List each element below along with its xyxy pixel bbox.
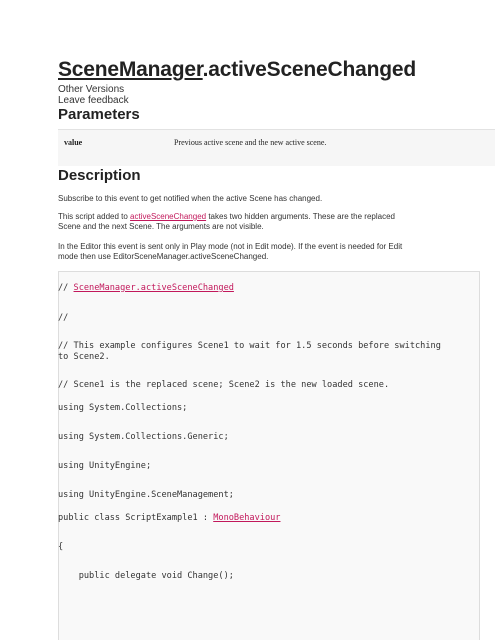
active-scene-changed-link[interactable]: activeSceneChanged <box>130 212 207 221</box>
code-line-7: using UnityEngine; <box>58 461 152 471</box>
code-line-9 <box>58 513 280 524</box>
code-line-10: { <box>58 542 64 552</box>
code-example <box>58 271 480 640</box>
parameters-heading: Parameters <box>58 106 140 123</box>
code-line-11: public delegate void Change(); <box>58 571 234 581</box>
code-line-8: using UnityEngine.SceneManagement; <box>58 490 234 500</box>
member-name: .activeSceneChanged <box>202 58 416 81</box>
code-line-5: using System.Collections; <box>58 403 188 413</box>
param-name: value <box>64 138 83 147</box>
p2-text-line2: Scene and the next Scene. The arguments are not visible. <box>58 222 264 231</box>
description-paragraph-2 <box>58 212 438 232</box>
p2-text-end: takes two hidden arguments. These are the replaced <box>206 212 395 221</box>
page-title <box>58 58 416 82</box>
code-line-3: // This example configures Scene1 to wait for 1.5 seconds before switching <box>58 341 441 351</box>
description-paragraph-1: Subscribe to this event to get notified when the active Scene has changed. <box>58 194 323 203</box>
leave-feedback-link[interactable]: Leave feedback <box>58 95 129 106</box>
parameters-table <box>58 129 495 166</box>
code-monobehaviour-link[interactable]: MonoBehaviour <box>213 513 281 523</box>
description-heading: Description <box>58 167 141 184</box>
p3-line-2: mode then use EditorSceneManager.activeSceneChanged. <box>58 252 269 261</box>
description-paragraph-3 <box>58 242 478 262</box>
p3-line-1: In the Editor this event is sent only in Play mode (not in Edit mode). If the event is needed for Edit <box>58 242 403 251</box>
other-versions-link[interactable]: Other Versions <box>58 84 125 95</box>
p2-text-start: This script added to <box>58 212 131 221</box>
code-line-4: // Scene1 is the replaced scene; Scene2 is the new loaded scene. <box>58 380 390 390</box>
code-line-6: using System.Collections.Generic; <box>58 432 229 442</box>
param-description: Previous active scene and the new active scene. <box>174 138 327 147</box>
code-scene-manager-link[interactable]: SceneManager.activeSceneChanged <box>73 283 234 293</box>
code-line-1-text <box>58 283 234 294</box>
code-line-3b: to Scene2. <box>58 352 110 362</box>
code-class-decl: public class ScriptExample1 : <box>58 513 214 523</box>
class-link[interactable]: SceneManager <box>58 58 203 81</box>
code-line-2: // <box>58 313 69 323</box>
code-comment-prefix: // <box>58 283 74 293</box>
